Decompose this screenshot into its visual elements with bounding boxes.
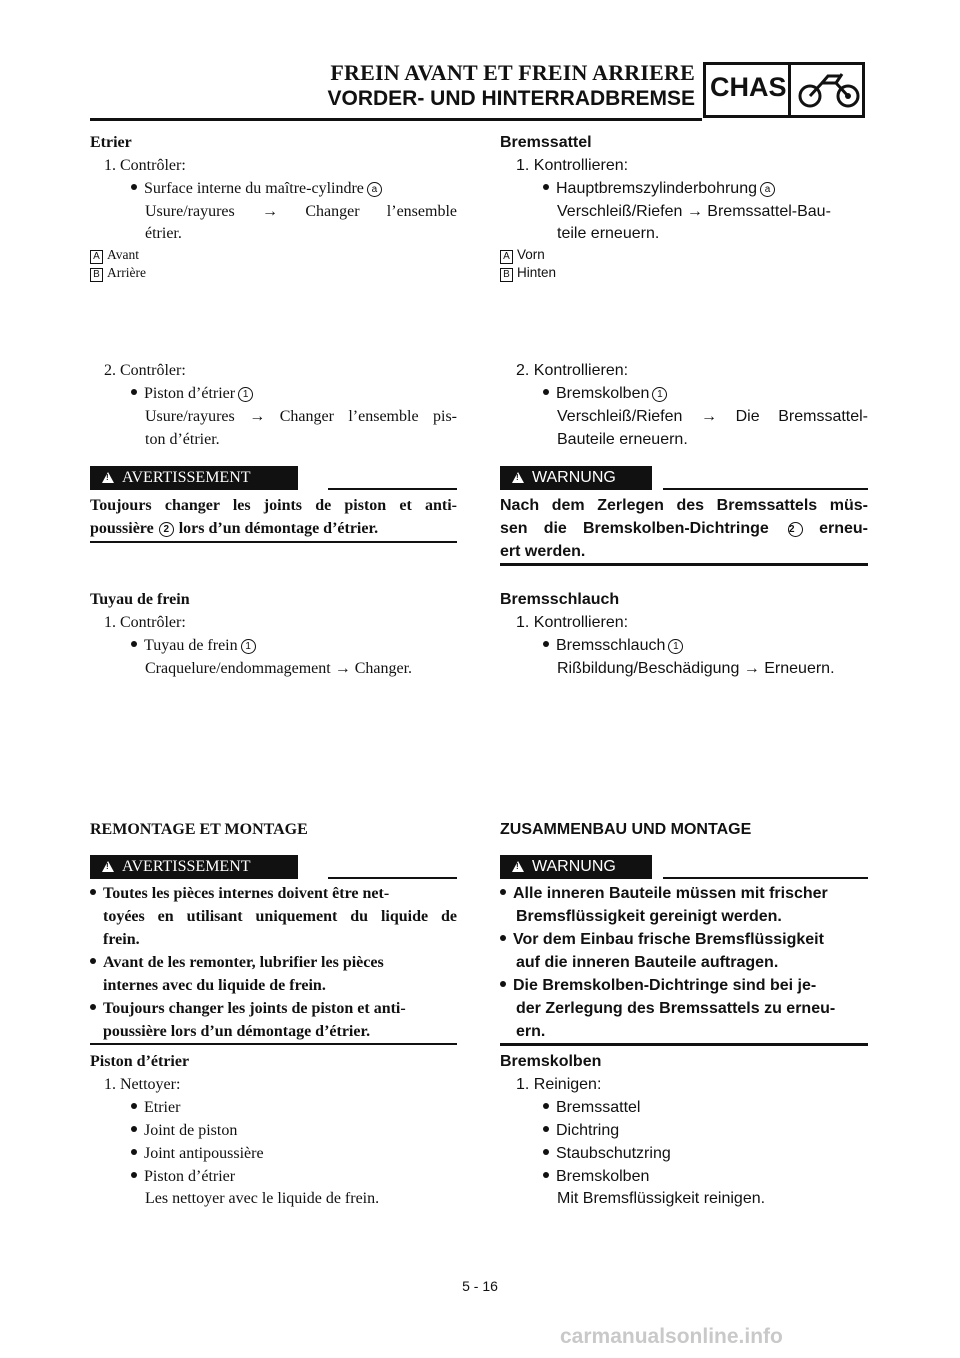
fr-warning1-top-rule: [328, 488, 457, 490]
de-etrier-heading: Bremssattel: [500, 134, 592, 151]
list-item: Dichtring: [543, 1119, 619, 1142]
list-item: Joint antipoussière: [131, 1142, 264, 1165]
bullet-icon: [543, 1126, 549, 1132]
arrow-icon: →: [743, 660, 760, 677]
de-warning2-bullet3: Die Bremskolben-Dichtringe sind bei je-: [500, 974, 868, 997]
ref-2-icon: 2: [788, 522, 803, 537]
fr-warning2-label: !AVERTISSEMENT: [90, 855, 298, 879]
bullet-icon: [543, 1103, 549, 1109]
de-warning2-bullet1: Alle inneren Bauteile müssen mit frischer: [500, 882, 868, 905]
de-legend-b: B Hinten: [500, 264, 556, 282]
ref-a-icon: a: [760, 182, 775, 197]
de-warning2-bullet1-line2: Bremsflüssigkeit gereinigt werden.: [516, 908, 782, 925]
de-piston-note: Mit Bremsflüssigkeit reinigen.: [557, 1190, 766, 1207]
de-warning1-line3: ert werden.: [500, 543, 586, 560]
fr-warning2-bullet3: Toujours changer les joints de piston et anti-: [90, 997, 457, 1020]
legend-key-a: A: [90, 250, 103, 264]
legend-key-b: B: [500, 268, 513, 282]
de-warning2-label: !WARNUNG: [500, 855, 652, 879]
fr-warning2-bullet3-line2: poussière lors d’un démontage d’étrier.: [103, 1023, 371, 1040]
list-item: Piston d’étrier: [131, 1165, 235, 1188]
bullet-icon: [131, 1103, 137, 1109]
fr-etrier-item2-line1: Usure/rayures → Changer l’ensemble pis-: [145, 408, 458, 425]
fr-etrier-item1-line2: étrier.: [145, 225, 182, 242]
fr-warning2-top-rule: [328, 877, 457, 879]
bullet-icon: [543, 1149, 549, 1155]
fr-etrier-item1: Surface interne du maître-cylindre a: [131, 177, 382, 200]
fr-warning2-bullet1: Toutes les pièces internes doivent être net-: [90, 882, 457, 905]
de-hose-line1: Rißbildung/Beschädigung → Erneuern.: [557, 660, 835, 677]
motorcycle-icon: [796, 66, 862, 114]
fr-etrier-step2: 2. Contrôler:: [104, 362, 186, 379]
de-etrier-step1: 1. Kontrollieren:: [516, 157, 629, 174]
bullet-icon: [131, 1149, 137, 1155]
arrow-icon: →: [262, 203, 279, 220]
bullet-icon: [90, 889, 96, 895]
de-warning1-line2: sen die Bremskolben-Dichtringe 2 erneu-: [500, 520, 869, 537]
de-piston-step1: 1. Reinigen:: [516, 1076, 602, 1093]
bullet-icon: [500, 981, 506, 987]
bullet-icon: [543, 389, 549, 395]
fr-hose-item: Tuyau de frein 1: [131, 634, 256, 657]
legend-key-b: B: [90, 268, 103, 282]
de-hose-step1: 1. Kontrollieren:: [516, 614, 629, 631]
fr-hose-heading: Tuyau de frein: [90, 591, 190, 608]
bullet-icon: [500, 889, 506, 895]
bullet-icon: [543, 641, 549, 647]
de-warning1-label: !WARNUNG: [500, 466, 652, 490]
fr-assembly-heading: REMONTAGE ET MONTAGE: [90, 821, 308, 838]
ref-a-icon: a: [367, 182, 382, 197]
fr-warning1-label: !AVERTISSEMENT: [90, 466, 298, 490]
de-warning2-bullet2-line2: auf die inneren Bauteile auftragen.: [516, 954, 779, 971]
de-warning1-line1: Nach dem Zerlegen des Bremssattels müs-: [500, 497, 868, 514]
arrow-icon: →: [249, 408, 266, 425]
de-hose-item: Bremsschlauch 1: [543, 634, 683, 657]
de-etrier-item2-line2: Bauteile erneuern.: [557, 431, 688, 448]
de-warning2-bottom-rule: [500, 1043, 868, 1046]
fr-warning2-bullet2: Avant de les remonter, lubrifier les pièces: [90, 951, 457, 974]
de-warning2-bullet3-line3: ern.: [516, 1023, 546, 1040]
bullet-icon: [90, 1004, 96, 1010]
arrow-icon: →: [701, 408, 717, 425]
fr-warning1-bottom-rule: [90, 541, 457, 543]
bullet-icon: [500, 935, 506, 941]
ref-1-icon: 1: [652, 387, 667, 402]
list-item: Bremssattel: [543, 1096, 640, 1119]
fr-warning2-bottom-rule: [90, 1043, 457, 1045]
de-warning2-bullet3-line2: der Zerlegung des Bremssattels zu erneu-: [516, 1000, 836, 1017]
section-badge-divider: [788, 62, 791, 118]
warning-icon: [512, 472, 524, 483]
list-item: Etrier: [131, 1096, 180, 1119]
fr-etrier-item2-line2: ton d’étrier.: [145, 431, 220, 448]
bullet-icon: [131, 1126, 137, 1132]
de-etrier-item1: Hauptbremszylinderbohrung a: [543, 177, 775, 200]
fr-warning2-bullet1-line2: toyées en utilisant uniquement du liquide de: [103, 908, 457, 925]
bullet-icon: [543, 1172, 549, 1178]
watermark: carmanualsonline.info: [560, 1325, 783, 1348]
fr-etrier-item2: Piston d’étrier 1: [131, 382, 253, 405]
bullet-icon: [131, 641, 137, 647]
ref-2-icon: 2: [159, 522, 174, 537]
list-item: Bremskolben: [543, 1165, 649, 1188]
fr-etrier-heading: Etrier: [90, 134, 132, 151]
warning-icon: [512, 861, 524, 872]
ref-1-icon: 1: [238, 387, 253, 402]
de-warning2-bullet2: Vor dem Einbau frische Bremsflüssigkeit: [500, 928, 868, 951]
fr-warning2-bullet2-line2: internes avec du liquide de frein.: [103, 977, 326, 994]
fr-piston-step1: 1. Nettoyer:: [104, 1076, 181, 1093]
warning-icon: [102, 472, 114, 483]
page-number: 5 - 16: [462, 1278, 498, 1294]
de-warning2-top-rule: [663, 877, 868, 879]
section-badge: CHAS: [710, 72, 787, 102]
arrow-icon: →: [686, 203, 703, 220]
fr-hose-step1: 1. Contrôler:: [104, 614, 186, 631]
bullet-icon: [131, 1172, 137, 1178]
fr-etrier-step1: 1. Contrôler:: [104, 157, 186, 174]
de-legend-a: A Vorn: [500, 246, 545, 264]
fr-legend-b: B Arrière: [90, 264, 146, 282]
bullet-icon: [543, 184, 549, 190]
warning-icon: [102, 861, 114, 872]
de-etrier-item2: Bremskolben 1: [543, 382, 667, 405]
list-item: Joint de piston: [131, 1119, 237, 1142]
de-etrier-item1-line2: teile erneuern.: [557, 225, 660, 242]
de-piston-heading: Bremskolben: [500, 1053, 602, 1070]
bullet-icon: [131, 389, 137, 395]
de-hose-heading: Bremsschlauch: [500, 591, 620, 608]
de-warning1-top-rule: [663, 488, 868, 490]
page-title-de: VORDER- UND HINTERRADBREMSE: [327, 87, 695, 110]
de-etrier-item1-line1: Verschleiß/Riefen → Bremssattel-Bau-: [557, 203, 831, 220]
fr-piston-note: Les nettoyer avec le liquide de frein.: [145, 1190, 380, 1207]
fr-warning1-line1: Toujours changer les joints de piston et anti-: [90, 497, 457, 514]
legend-key-a: A: [500, 250, 513, 264]
arrow-icon: →: [334, 660, 351, 677]
fr-warning1-line2: poussière 2 lors d’un démontage d’étrier.: [90, 520, 379, 537]
ref-1-icon: 1: [241, 639, 256, 654]
fr-etrier-item1-line1: Usure/rayures → Changer l’ensemble: [145, 203, 457, 220]
list-item: Staubschutzring: [543, 1142, 671, 1165]
header-rule: [90, 118, 702, 121]
de-etrier-step2: 2. Kontrollieren:: [516, 362, 629, 379]
de-assembly-heading: ZUSAMMENBAU UND MONTAGE: [500, 821, 752, 838]
fr-legend-a: A Avant: [90, 246, 139, 264]
fr-warning2-bullet1-line3: frein.: [103, 931, 140, 948]
bullet-icon: [90, 958, 96, 964]
page-title-fr: FREIN AVANT ET FREIN ARRIERE: [330, 60, 695, 85]
de-warning1-bottom-rule: [500, 563, 868, 566]
de-etrier-item2-line1: Verschleiß/Riefen → Die Bremssattel-: [557, 408, 869, 425]
ref-1-icon: 1: [668, 639, 683, 654]
fr-hose-line1: Craquelure/endommagement → Changer.: [145, 660, 413, 677]
fr-piston-heading: Piston d’étrier: [90, 1053, 190, 1070]
bullet-icon: [131, 184, 137, 190]
